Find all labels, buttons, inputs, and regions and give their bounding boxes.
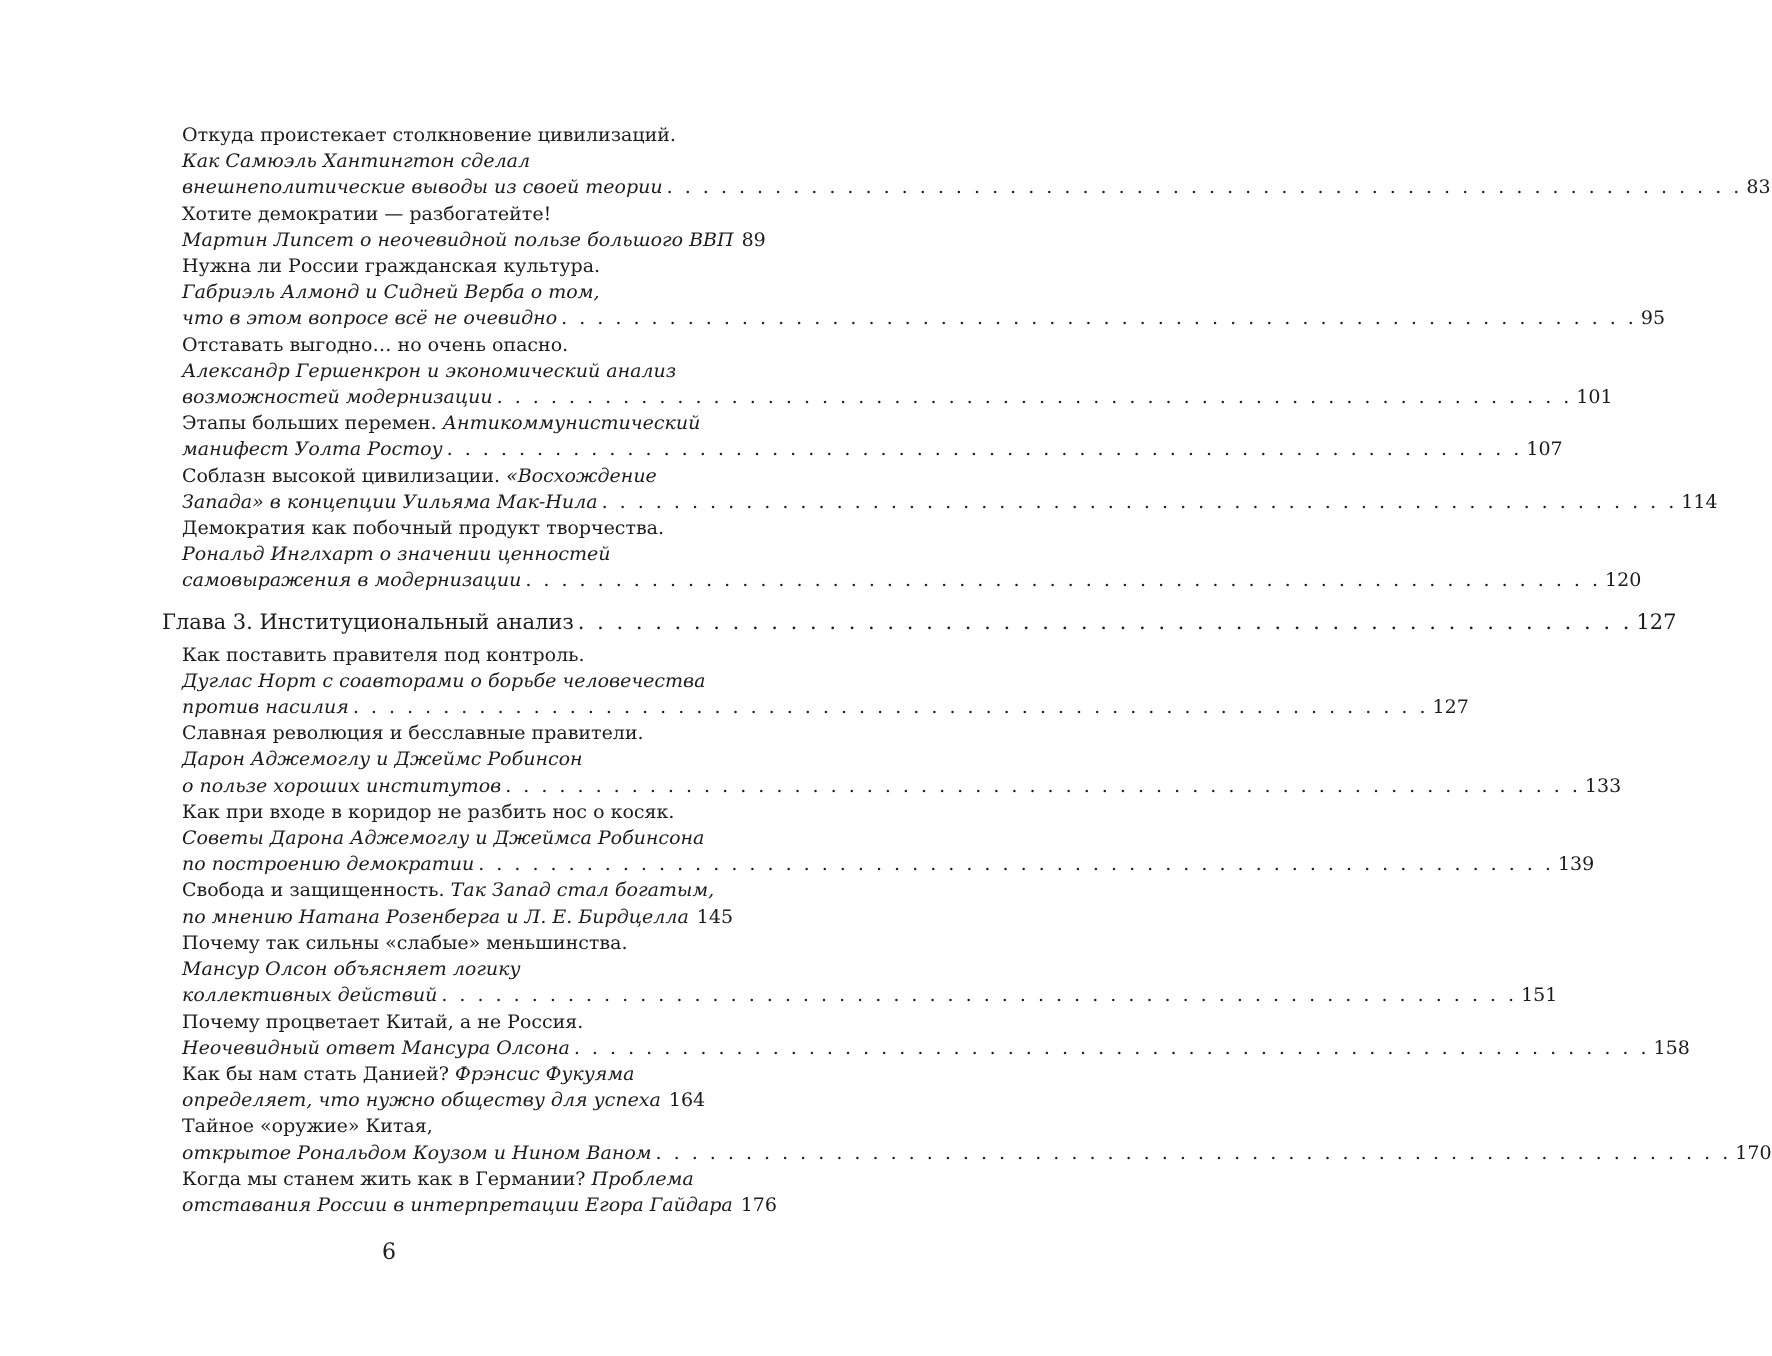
entry-last-line <box>182 489 1718 515</box>
entry-page-number: 158 <box>1653 1036 1690 1059</box>
entry-page-number: 164 <box>668 1089 706 1112</box>
leader-dots: . . . . . . . . . . . . . . . . . . . . . . . . . . . . . . . . . . . . . . . . . . . . . . . . . . . . . . . <box>577 609 1633 634</box>
chapter-page-number: 127 <box>1636 609 1677 634</box>
entry-page-number: 114 <box>1681 490 1718 513</box>
leader-dots: . . . . . . . . . . . . . . . . . . . . . . . . . . . . . . . . . . . . . . . . . . . . . . . . . . . . . . . . . . . . <box>441 984 1518 1007</box>
entry-title: Хотите демократии — разбогатейте! <box>182 202 552 225</box>
toc-entry <box>182 877 734 929</box>
toc-entry <box>182 332 1613 411</box>
table-of-contents <box>162 122 1772 1218</box>
toc-entry <box>182 201 766 253</box>
entry-page-number: 83 <box>1746 176 1771 199</box>
entry-subtitle-end: что в этом вопросе всё не очевидно <box>182 307 558 330</box>
entry-subtitle: «Восхождение <box>506 464 657 487</box>
page-number: 6 <box>382 1240 396 1265</box>
toc-entry <box>182 515 1642 594</box>
entry-title: Демократия как побочный продукт творчества. <box>182 517 665 540</box>
entry-title: Соблазн высокой цивилизации. <box>182 464 501 487</box>
entry-last-line <box>182 567 1642 593</box>
leader-dots: . . . . . . . . . . . . . . . . . . . . . . . . . . . . . . . . . . . . . . . . . . . . . . . . . . . . . . . . . . . . <box>601 490 1678 513</box>
entry-subtitle-end: внешнеполитические выводы из своей теории <box>182 176 663 199</box>
entry-page-number: 120 <box>1605 569 1642 592</box>
entry-title-line <box>182 253 702 279</box>
toc-entry <box>182 930 1558 1009</box>
entry-last-line <box>182 1140 1772 1166</box>
entry-last-line <box>182 1035 1690 1061</box>
entry-page-number: 95 <box>1640 307 1666 330</box>
entry-title-line <box>182 720 702 746</box>
entry-page-number: 101 <box>1576 386 1613 409</box>
entry-title: Свобода и защищенность. <box>182 879 445 902</box>
entry-title-line <box>182 410 702 436</box>
toc-entry <box>182 1113 1772 1165</box>
entry-title: Отставать выгодно… но очень опасно. <box>182 333 569 356</box>
entry-title-line <box>182 877 715 903</box>
entry-title: Нужна ли России гражданская культура. <box>182 255 601 278</box>
entry-title-line <box>182 1166 702 1192</box>
entry-title: Откуда проистекает столкновение цивилизаций. <box>182 124 676 146</box>
entry-title: Почему процветает Китай, а не Россия. <box>182 1010 584 1033</box>
entry-subtitle-end: против насилия <box>182 696 349 719</box>
toc-entry <box>182 1009 1690 1061</box>
entry-last-line <box>182 174 1771 200</box>
entry-subtitle-end: Запада» в концепции Уильяма Мак-Нила <box>182 490 598 513</box>
toc-entry <box>182 642 1469 721</box>
entry-last-line <box>182 851 1595 877</box>
entry-title-line <box>182 1061 702 1087</box>
leader-dots: . . . . . . . . . . . . . . . . . . . . . . . . . . . . . . . . . . . . . . . . . . . . . . . . . . . . . . . . . . . . <box>561 307 1637 330</box>
entry-title-line <box>182 122 702 148</box>
entry-title: Славная революция и бесславные правители. <box>182 722 644 745</box>
toc-group-chapter-3 <box>162 642 1772 1218</box>
entry-title: Этапы больших перемен. <box>182 412 437 435</box>
entry-subtitle: Так Запад стал богатым, <box>450 879 715 902</box>
leader-dots: . . . . . . . . . . . . . . . . . . . . . . . . . . . . . . . . . . . . . . . . . . . . . . . . . . . . . . . . . . . . <box>573 1036 1650 1059</box>
entry-subtitle-end: Неочевидный ответ Мансура Олсона <box>182 1036 570 1059</box>
entry-title-line <box>182 642 702 668</box>
entry-subtitle-end: по мнению Натана Розенберга и Л. Е. Бирдцелла <box>182 905 689 928</box>
entry-subtitle: Советы Дарона Аджемоглу и Джеймса Робинсона <box>182 827 705 850</box>
chapter-heading <box>162 608 1677 636</box>
entry-title-line <box>182 930 702 956</box>
toc-entry <box>182 1166 777 1218</box>
entry-last-line <box>182 694 1469 720</box>
leader-dots: . . . . . . . . . . . . . . . . . . . . . . . . . . . . . . . . . . . . . . . . . . . . . . . . . . . . . . . . . . . . <box>525 569 1602 592</box>
entry-page-number: 151 <box>1521 984 1558 1007</box>
toc-entry <box>182 463 1718 515</box>
entry-title-line <box>182 799 702 825</box>
entry-title: Как при входе в коридор не разбить нос о косяк. <box>182 800 675 823</box>
entry-subtitle-end: возможностей модернизации <box>182 386 493 409</box>
entry-title-line <box>182 201 702 227</box>
entry-last-line <box>182 305 1666 331</box>
entry-title: Когда мы станем жить как в Германии? <box>182 1167 586 1190</box>
leader-dots: . . . . . . . . . . . . . . . . . . . . . . . . . . . . . . . . . . . . . . . . . . . . . . . . . . . . . . . . . . . . <box>655 1141 1732 1164</box>
entry-subtitle: Габриэль Алмонд и Сидней Верба о том, <box>182 281 600 304</box>
leader-dots: . . . . . . . . . . . . . . . . . . . . . . . . . . . . . . . . . . . . . . . . . . . . . . . . . . . . . . . . . . . . <box>478 853 1554 876</box>
entry-page-number: 170 <box>1735 1141 1772 1164</box>
entry-subtitle-end: по построению демократии <box>182 853 475 876</box>
toc-entry <box>182 1061 706 1113</box>
entry-page-number: 176 <box>740 1193 777 1216</box>
entry-title: Почему так сильны «слабые» меньшинства. <box>182 931 628 954</box>
entry-last-line <box>182 982 1558 1008</box>
leader-dots: . . . . . . . . . . . . . . . . . . . . . . . . . . . . . . . . . . . . . . . . . . . . . . . . . . . . . . . . . . . . <box>352 696 1429 719</box>
entry-last-line <box>182 773 1622 799</box>
entry-title-line <box>182 332 702 358</box>
entry-subtitle: Проблема <box>591 1167 694 1190</box>
entry-page-number: 133 <box>1584 774 1622 797</box>
chapter-title: Глава 3. Институциональный анализ <box>162 609 574 634</box>
toc-entry <box>182 799 1595 878</box>
entry-last-line <box>182 904 734 930</box>
entry-last-line <box>182 384 1613 410</box>
leader-dots: . . . . . . . . . . . . . . . . . . . . . . . . . . . . . . . . . . . . . . . . . . . . . . . . . . . . . . . . . . . . <box>505 774 1581 797</box>
entry-page-number: 107 <box>1526 438 1563 461</box>
entry-subtitle-end: отставания России в интерпретации Егора Гайдара <box>182 1193 733 1216</box>
entry-subtitle: Как Самюэль Хантингтон сделал <box>182 150 531 173</box>
entry-subtitle: Мансур Олсон объясняет логику <box>182 958 521 981</box>
leader-dots: . . . . . . . . . . . . . . . . . . . . . . . . . . . . . . . . . . . . . . . . . . . . . . . . . . . . . . . . . . . . <box>666 176 1743 199</box>
entry-subtitle: Антикоммунистический <box>442 412 701 435</box>
entry-last-line <box>182 227 766 253</box>
entry-title-line <box>182 1113 702 1139</box>
entry-subtitle-end: о пользе хороших институтов <box>182 774 502 797</box>
toc-entry <box>182 720 1622 799</box>
entry-subtitle-end: Мартин Липсет о неочевидной пользе большого ВВП <box>182 228 734 251</box>
entry-subtitle: Дуглас Норт с соавторами о борьбе человечества <box>182 669 706 692</box>
leader-dots: . . . . . . . . . . . . . . . . . . . . . . . . . . . . . . . . . . . . . . . . . . . . . . . . . . . . . . . . . . . . <box>496 386 1573 409</box>
entry-subtitle: Рональд Инглхарт о значении ценностей <box>182 543 611 566</box>
entry-title: Как бы нам стать Данией? <box>182 1062 449 1085</box>
entry-last-line <box>182 436 1563 462</box>
entry-page-number: 145 <box>696 905 734 928</box>
entry-page-number: 89 <box>741 228 766 251</box>
entry-subtitle: Александр Гершенкрон и экономический анализ <box>182 359 677 382</box>
toc-entry <box>182 253 1666 332</box>
toc-entry <box>182 122 1771 201</box>
entry-subtitle: Дарон Аджемоглу и Джеймс Робинсон <box>182 748 583 771</box>
entry-title: Как поставить правителя под контроль. <box>182 643 585 666</box>
entry-page-number: 127 <box>1432 696 1469 719</box>
entry-subtitle: Фрэнсис Фукуяма <box>454 1062 635 1085</box>
entry-last-line <box>182 1087 706 1113</box>
entry-title-line <box>182 515 702 541</box>
toc-group-chapter-2 <box>162 122 1771 594</box>
entry-title-line <box>182 1009 702 1035</box>
entry-title: Тайное «оружие» Китая, <box>182 1115 433 1138</box>
entry-title-line <box>182 463 702 489</box>
entry-subtitle-end: коллективных действий <box>182 984 438 1007</box>
entry-page-number: 139 <box>1557 853 1595 876</box>
entry-subtitle-end: манифест Уолта Ростоу <box>182 438 443 461</box>
entry-subtitle-end: определяет, что нужно обществу для успеха <box>182 1089 661 1112</box>
entry-subtitle-end: самовыражения в модернизации <box>182 569 522 592</box>
leader-dots: . . . . . . . . . . . . . . . . . . . . . . . . . . . . . . . . . . . . . . . . . . . . . . . . . . . . . . . . . . . . <box>446 438 1523 461</box>
entry-subtitle-end: открытое Рональдом Коузом и Нином Ваном <box>182 1141 652 1164</box>
toc-entry <box>182 410 1563 462</box>
entry-last-line <box>182 1192 777 1218</box>
